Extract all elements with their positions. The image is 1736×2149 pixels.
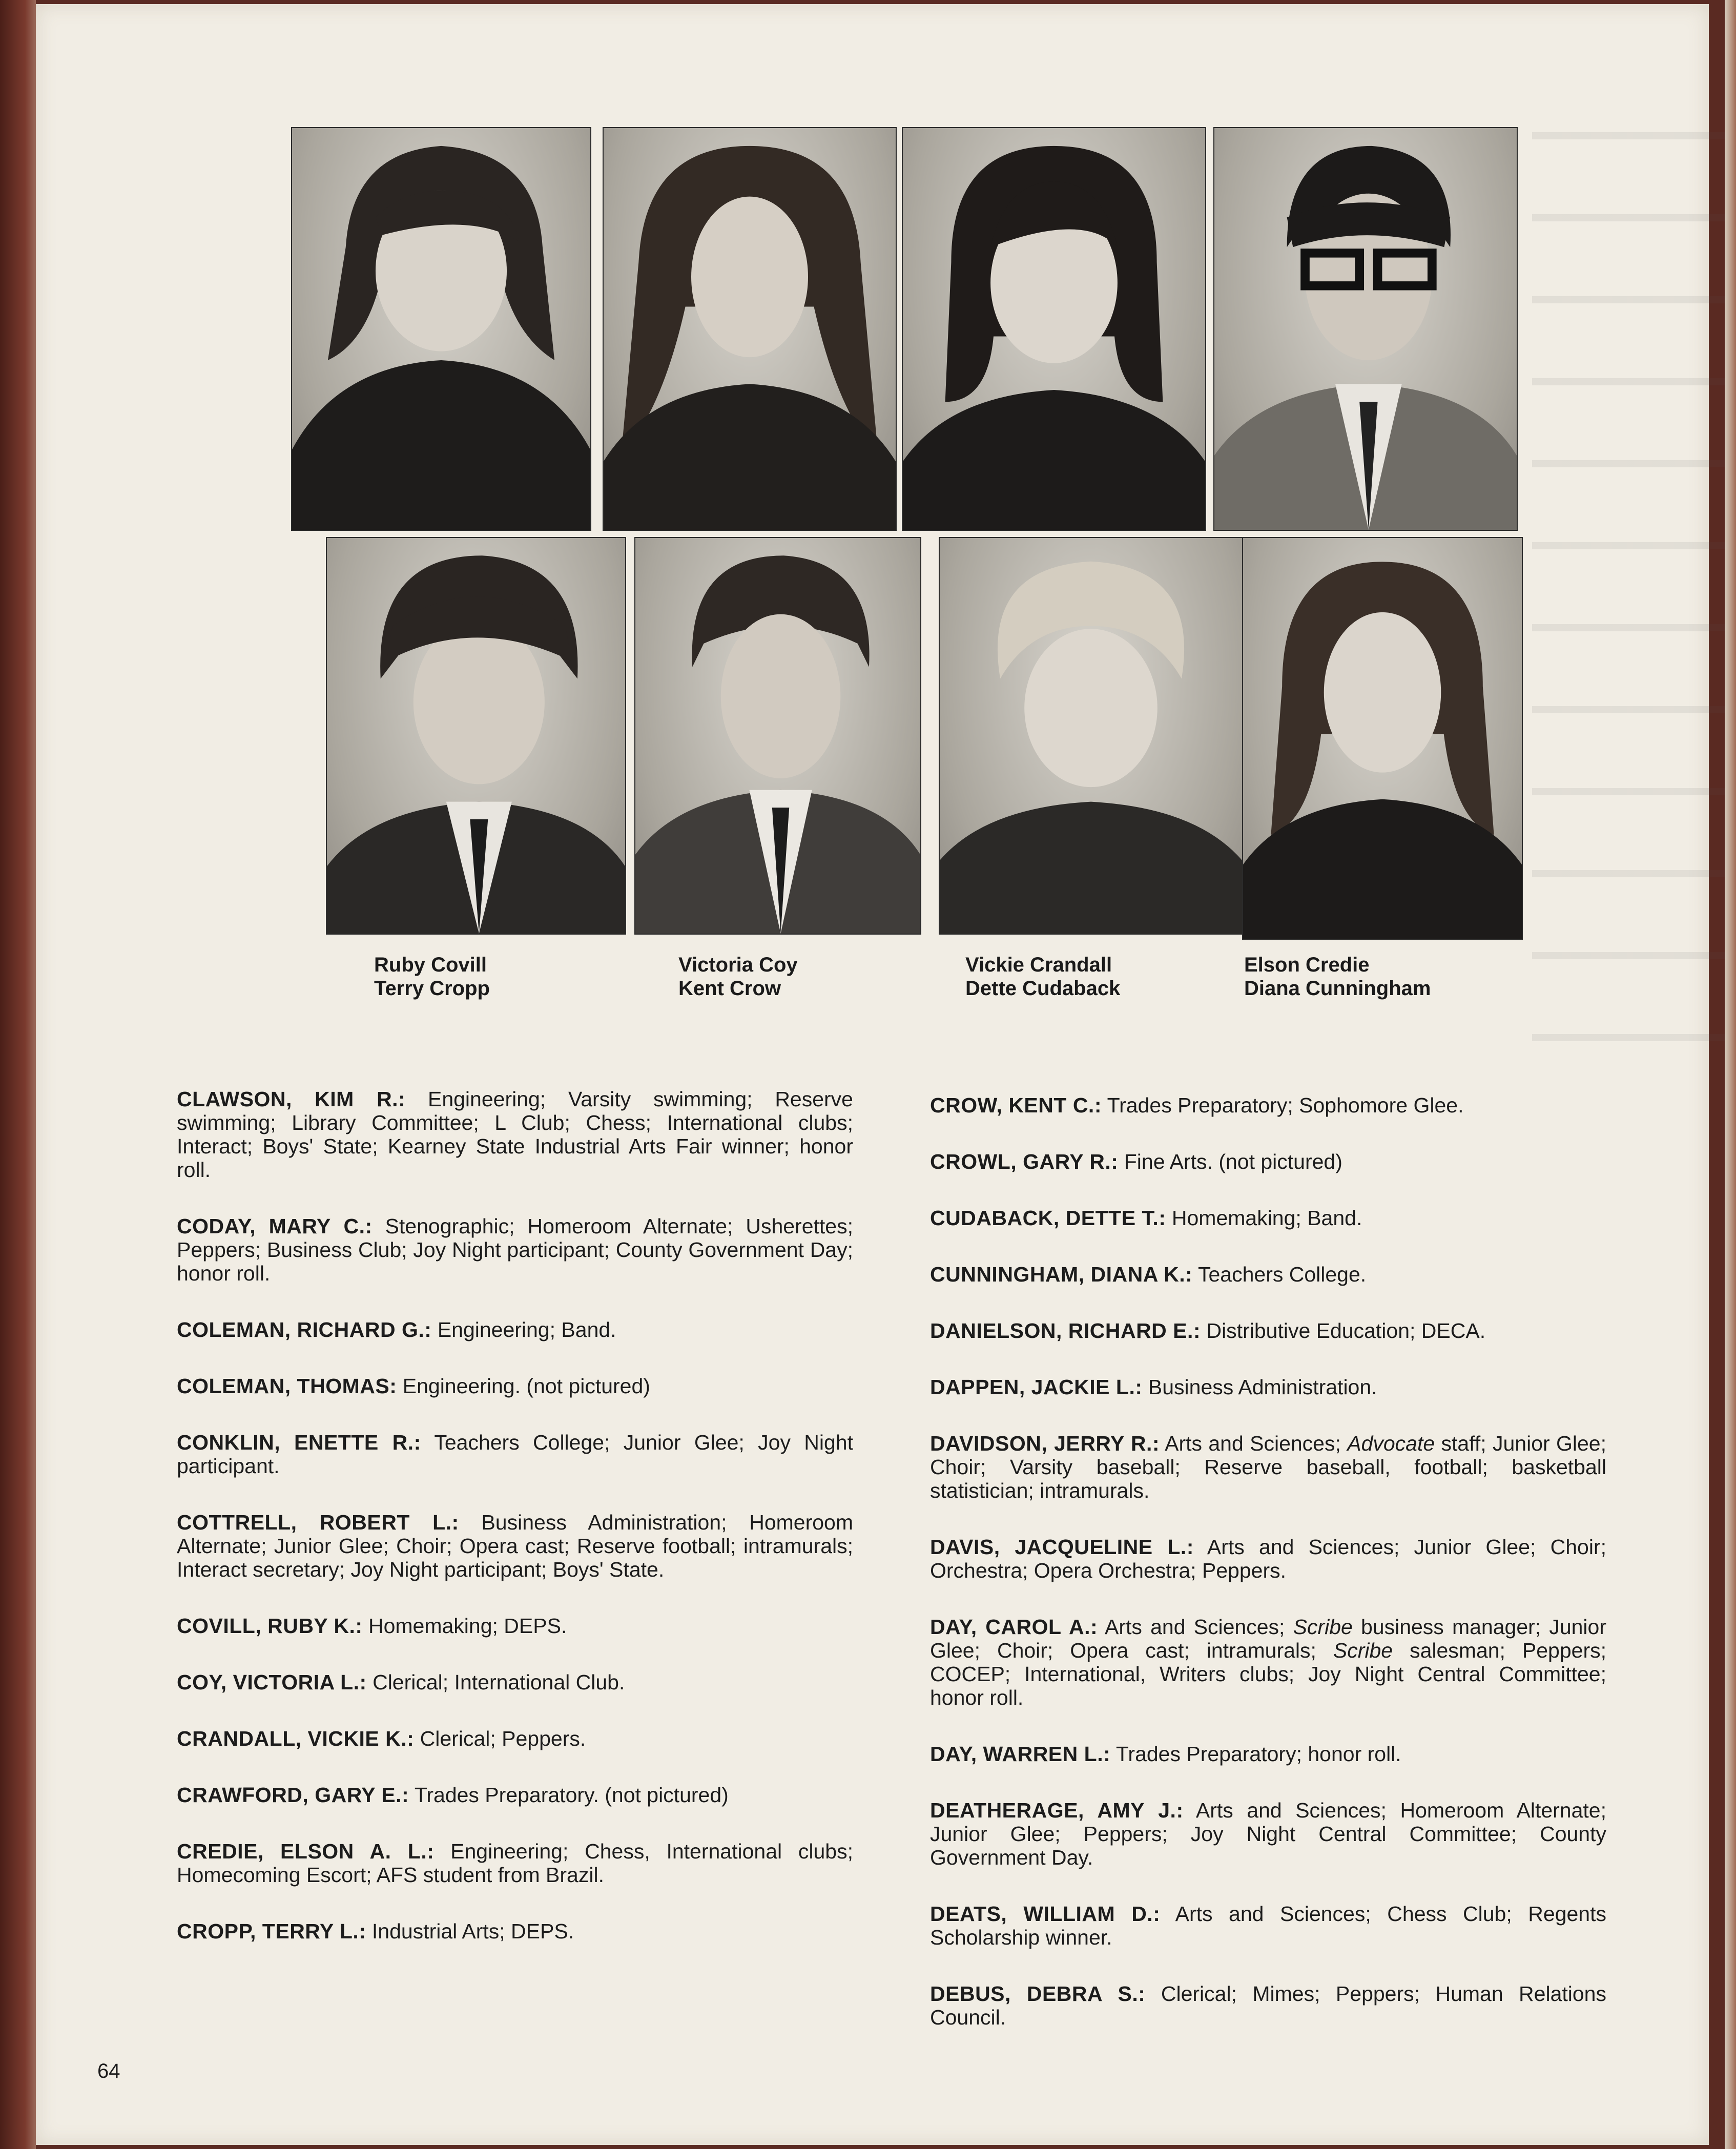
student-name: CONKLIN, ENETTE R.: — [177, 1431, 421, 1454]
portrait-vickie-crandall — [902, 127, 1206, 531]
page-number: 64 — [97, 2060, 120, 2082]
student-entry — [930, 1093, 1606, 1117]
student-activities: Arts and Sciences; Junior Glee; Choir; Orchestra; Opera Orchestra; Peppers. — [930, 1535, 1606, 1582]
student-name: COVILL, RUBY K.: — [177, 1614, 363, 1638]
student-activities: Trades Preparatory; honor roll. — [1110, 1742, 1401, 1766]
student-activities: salesman; Peppers; COCEP; International, Writers clubs; Joy Night Central Committee; honor roll. — [930, 1639, 1606, 1709]
student-activities: Clerical; Peppers. — [414, 1727, 586, 1750]
student-entry — [930, 1263, 1606, 1286]
yearbook-page — [36, 4, 1709, 2145]
caption-line: Diana Cunningham — [1244, 977, 1431, 1000]
student-name: CROPP, TERRY L.: — [177, 1919, 366, 1943]
student-activities: Clerical; Mimes; Peppers; Human Relations Council. — [930, 1982, 1606, 2029]
student-activities: Business Administration. — [1142, 1375, 1377, 1399]
student-entry — [930, 1432, 1606, 1502]
caption-line: Victoria Coy — [678, 954, 798, 976]
student-activities: staff; Junior Glee; Choir; Varsity baseball; Reserve baseball, football; basketball statistician; intramurals. — [930, 1432, 1607, 1502]
publication-title: Scribe — [1293, 1615, 1353, 1639]
student-entry — [177, 1614, 853, 1638]
portrait-ruby-covill — [291, 127, 591, 531]
caption-line: Vickie Crandall — [965, 954, 1112, 976]
student-name: CRANDALL, VICKIE K.: — [177, 1727, 415, 1750]
left-column — [177, 1087, 853, 1976]
page-edge — [1725, 0, 1736, 2149]
student-activities: Teachers College. — [1192, 1263, 1367, 1286]
student-entry — [177, 1431, 853, 1478]
caption-line: Ruby Covill — [374, 954, 487, 976]
student-name: DAY, CAROL A.: — [930, 1615, 1098, 1639]
student-name: DAVIS, JACQUELINE L.: — [930, 1535, 1194, 1559]
student-name: CRAWFORD, GARY E.: — [177, 1783, 409, 1807]
student-activities: Stenographic; Homeroom Alternate; Usherettes; Peppers; Business Club; Joy Night participant; County Government Day; honor roll. — [177, 1214, 853, 1285]
caption-line: Terry Cropp — [374, 977, 490, 1000]
bleed-through-text — [1532, 132, 1727, 1106]
student-entry — [930, 1615, 1606, 1709]
student-name: CUDABACK, DETTE T.: — [930, 1206, 1166, 1230]
student-activities: Trades Preparatory. (not pictured) — [409, 1783, 729, 1807]
student-entry — [177, 1214, 853, 1285]
student-name: COLEMAN, RICHARD G.: — [177, 1318, 432, 1341]
student-entry — [930, 1206, 1606, 1230]
book-binding — [0, 0, 36, 2149]
portrait-dette-cudaback — [939, 537, 1243, 935]
student-name: CUNNINGHAM, DIANA K.: — [930, 1263, 1193, 1286]
student-entry — [930, 1319, 1606, 1342]
student-entry — [930, 1982, 1606, 2029]
student-name: DEATHERAGE, AMY J.: — [930, 1799, 1184, 1822]
student-entry — [177, 1840, 853, 1887]
student-entry — [930, 1799, 1606, 1869]
student-entry — [930, 1535, 1606, 1582]
caption-line: Dette Cudaback — [965, 977, 1121, 1000]
student-entry — [930, 1902, 1606, 1949]
student-name: COTTRELL, ROBERT L.: — [177, 1511, 459, 1534]
student-activities: business manager; Junior Glee; Choir; Opera cast; intramurals; — [930, 1615, 1606, 1662]
student-name: CODAY, MARY C.: — [177, 1214, 373, 1238]
student-activities: Industrial Arts; DEPS. — [366, 1919, 574, 1943]
portrait-kent-crow — [634, 537, 921, 935]
student-entry — [177, 1511, 853, 1581]
student-activities: Clerical; International Club. — [366, 1670, 625, 1694]
portrait-diana-cunningham — [1242, 537, 1523, 940]
caption-group-1 — [374, 953, 490, 1000]
student-entry — [177, 1087, 853, 1182]
student-name: CLAWSON, KIM R.: — [177, 1087, 406, 1111]
student-activities: Trades Preparatory; Sophomore Glee. — [1101, 1093, 1464, 1117]
right-column — [930, 1093, 1606, 2062]
student-name: DAVIDSON, JERRY R.: — [930, 1432, 1160, 1455]
portrait-terry-cropp — [326, 537, 626, 935]
student-entry — [930, 1375, 1606, 1399]
student-activities: Arts and Sciences; — [1098, 1615, 1293, 1639]
student-entry — [177, 1783, 853, 1807]
student-name: COY, VICTORIA L.: — [177, 1670, 367, 1694]
student-entry — [177, 1318, 853, 1341]
student-activities: Arts and Sciences; Chess Club; Regents Scholarship winner. — [930, 1902, 1606, 1949]
caption-group-2 — [678, 953, 798, 1000]
student-activities: Engineering; Varsity swimming; Reserve swimming; Library Committee; L Club; Chess; International clubs; Interact; Boys' State; Kearney State Industrial Arts Fair winner; honor roll. — [177, 1087, 853, 1182]
caption-group-4 — [1244, 953, 1431, 1000]
student-activities: Homemaking; DEPS. — [362, 1614, 567, 1638]
caption-line: Kent Crow — [678, 977, 781, 1000]
student-name: DEBUS, DEBRA S.: — [930, 1982, 1146, 2006]
student-activities: Distributive Education; DECA. — [1201, 1319, 1486, 1342]
student-entry — [177, 1727, 853, 1750]
student-name: DANIELSON, RICHARD E.: — [930, 1319, 1201, 1342]
student-activities: Engineering. (not pictured) — [397, 1374, 650, 1398]
publication-title: Scribe — [1333, 1639, 1393, 1662]
student-activities: Fine Arts. (not pictured) — [1118, 1150, 1342, 1173]
student-name: DAY, WARREN L.: — [930, 1742, 1111, 1766]
student-activities: Engineering; Chess, International clubs; Homecoming Escort; AFS student from Brazil. — [177, 1840, 853, 1887]
caption-line: Elson Credie — [1244, 954, 1370, 976]
student-name: CREDIE, ELSON A. L.: — [177, 1840, 435, 1863]
student-activities: Arts and Sciences; Homeroom Alternate; Junior Glee; Peppers; Joy Night Central Committee; County Government Day. — [930, 1799, 1606, 1869]
portrait-victoria-coy — [603, 127, 897, 531]
student-name: CROW, KENT C.: — [930, 1093, 1102, 1117]
student-entry — [930, 1742, 1606, 1766]
student-name: COLEMAN, THOMAS: — [177, 1374, 397, 1398]
portrait-elson-credie — [1213, 127, 1518, 531]
publication-title: Advocate — [1347, 1432, 1435, 1455]
student-name: DEATS, WILLIAM D.: — [930, 1902, 1161, 1926]
student-activities: Homemaking; Band. — [1166, 1206, 1362, 1230]
student-entry — [177, 1374, 853, 1398]
caption-group-3 — [965, 953, 1120, 1000]
student-name: DAPPEN, JACKIE L.: — [930, 1375, 1143, 1399]
student-entry — [930, 1150, 1606, 1173]
student-activities: Engineering; Band. — [431, 1318, 616, 1341]
student-activities: Arts and Sciences; — [1160, 1432, 1348, 1455]
student-entry — [177, 1919, 853, 1943]
student-entry — [177, 1670, 853, 1694]
student-activities: Teachers College; Junior Glee; Joy Night participant. — [177, 1431, 854, 1478]
student-name: CROWL, GARY R.: — [930, 1150, 1119, 1173]
student-activities: Business Administration; Homeroom Alternate; Junior Glee; Choir; Opera cast; Reserve football; intramurals; Interact secretary; Joy Night participant; Boys' State. — [177, 1511, 853, 1581]
